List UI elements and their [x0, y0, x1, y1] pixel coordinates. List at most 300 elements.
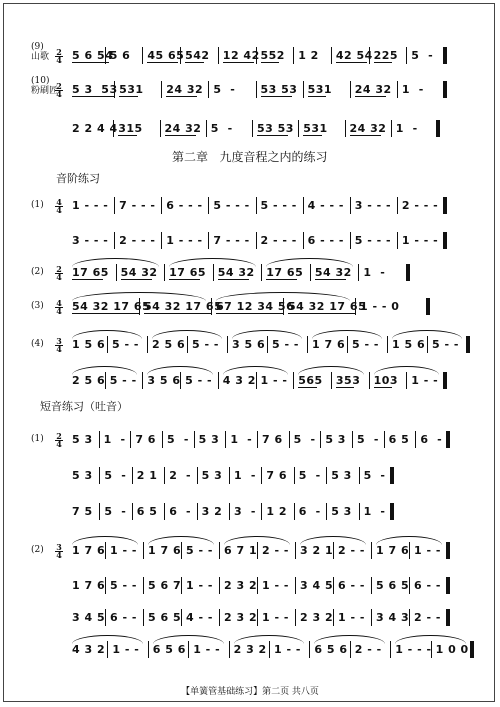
measure-notes: 5 - — [167, 433, 189, 446]
measure-notes: 17 65 — [169, 266, 207, 279]
barline — [180, 47, 181, 64]
measure-notes: 6 - — [298, 505, 321, 518]
measure-notes: 1 - — [401, 83, 424, 96]
measure-notes: 552 — [260, 49, 285, 62]
beam-underline — [144, 313, 212, 314]
barline — [161, 232, 162, 249]
barline — [218, 372, 219, 389]
barline — [99, 431, 100, 448]
final-barline — [443, 47, 447, 64]
beam-underline — [308, 96, 327, 97]
measure-notes: 1 - - - — [166, 234, 203, 247]
measure-notes: 5 - — [104, 505, 127, 518]
final-barline — [466, 336, 470, 353]
measure-notes: 5 - — [213, 83, 236, 96]
barline — [387, 336, 388, 353]
barline — [132, 467, 133, 484]
beam-underline — [169, 279, 200, 280]
staff-line — [0, 337, 500, 353]
final-barline — [443, 81, 447, 98]
barline — [218, 47, 219, 64]
barline — [142, 47, 143, 64]
measure-notes: 2 - - — [338, 544, 365, 557]
staff-line — [0, 642, 500, 658]
measure-notes: 2 1 — [136, 469, 158, 482]
barline — [391, 120, 392, 137]
beam-underline — [72, 62, 109, 63]
barline — [99, 503, 100, 520]
time-signature: 2 4 — [56, 431, 62, 449]
barline — [331, 47, 332, 64]
tonguing-exercise-heading: 短音练习（吐音） — [40, 400, 128, 413]
measure-notes: 6 - - — [338, 579, 365, 592]
barline — [256, 197, 257, 214]
barline — [181, 609, 182, 626]
measure-notes: 12 42 — [222, 49, 260, 62]
measure-notes: 1 - - — [193, 643, 221, 656]
time-signature: 2 4 — [56, 264, 62, 282]
barline — [143, 577, 144, 594]
beam-underline — [257, 135, 288, 136]
measure-notes: 531 — [307, 83, 333, 96]
barline — [289, 431, 290, 448]
barline — [298, 120, 299, 137]
measure-notes: 7 - - - — [213, 234, 250, 247]
measure-notes: 1 5 6 — [392, 338, 426, 351]
scale-exercise-heading: 音阶练习 — [56, 172, 100, 185]
barline — [371, 577, 372, 594]
measure-notes: 1 - - — [274, 643, 301, 656]
beam-underline — [315, 279, 346, 280]
final-barline — [443, 232, 447, 249]
barline — [208, 197, 209, 214]
measure-notes: 531 — [119, 83, 144, 96]
measure-notes: 24 32 — [349, 122, 387, 135]
barline — [359, 467, 360, 484]
beam-underline — [218, 279, 249, 280]
barline — [164, 264, 165, 281]
measure-notes: 24 32 — [166, 83, 204, 96]
barline — [105, 609, 106, 626]
barline — [162, 431, 163, 448]
barline — [409, 609, 410, 626]
measure-notes: 1 - - — [260, 374, 288, 387]
measure-notes: 7 5 — [72, 505, 93, 518]
barline — [261, 264, 262, 281]
measure-notes: 531 — [303, 122, 328, 135]
measure-notes: 542 — [185, 49, 210, 62]
measure-notes: 54 32 — [217, 266, 255, 279]
barline — [326, 467, 327, 484]
measure-notes: 54 32 17 65 — [288, 300, 367, 313]
barline — [303, 81, 304, 98]
barline — [358, 264, 359, 281]
measure-notes: 5 3 — [331, 505, 352, 518]
measure-notes: 3 5 6 — [232, 338, 266, 351]
barline — [345, 120, 346, 137]
measure-notes: 53 53 — [257, 122, 294, 135]
measure-notes: 5 - — [104, 469, 127, 482]
measure-notes: 225 — [373, 49, 399, 62]
measure-notes: 5 - - — [352, 338, 379, 351]
beam-underline — [72, 279, 103, 280]
barline — [143, 609, 144, 626]
barline — [161, 197, 162, 214]
barline — [99, 467, 100, 484]
beam-underline — [166, 96, 197, 97]
barline — [219, 577, 220, 594]
measure-notes: 1 - - — [262, 579, 289, 592]
measure-notes: 24 32 — [164, 122, 202, 135]
beam-underline — [261, 62, 280, 63]
measure-notes: 7 6 — [266, 469, 288, 482]
measure-notes: 1 7 6 — [72, 544, 106, 557]
page-footer: 【单簧管基础练习】第二页 共八页 — [181, 687, 319, 697]
measure-notes: 1 2 — [298, 49, 319, 62]
measure-notes: 54 32 — [314, 266, 352, 279]
barline — [415, 431, 416, 448]
beam-underline — [121, 279, 152, 280]
barline — [295, 577, 296, 594]
measure-notes: 1 5 6 — [72, 338, 106, 351]
measure-notes: 5 - — [411, 49, 434, 62]
measure-notes: 5 3 — [325, 433, 346, 446]
measure-notes: 2 - — [169, 469, 192, 482]
measure-notes: 353 — [335, 374, 361, 387]
measure-notes: 5 - - — [110, 579, 137, 592]
measure-notes: 565 — [298, 374, 323, 387]
beam-underline — [216, 313, 284, 314]
measure-notes: 3 - - - — [354, 199, 392, 212]
measure-notes: 6 5 — [388, 433, 410, 446]
measure-notes: 5 - - — [272, 338, 299, 351]
beam-underline — [374, 387, 393, 388]
barline — [256, 81, 257, 98]
barline — [143, 542, 144, 559]
beam-underline — [185, 62, 204, 63]
piece-label: (4) — [31, 339, 44, 349]
barline — [295, 542, 296, 559]
measure-notes: 5 - - — [192, 338, 219, 351]
barline — [406, 47, 407, 64]
barline — [252, 120, 253, 137]
measure-notes: 3 2 1 — [300, 544, 334, 557]
barline — [229, 503, 230, 520]
barline — [219, 609, 220, 626]
staff-line — [0, 468, 500, 484]
measure-notes: 5 6 5 — [148, 611, 182, 624]
final-barline — [446, 609, 450, 626]
measure-notes: 1 0 0 — [435, 643, 469, 656]
final-barline — [390, 467, 394, 484]
barline — [161, 81, 162, 98]
measure-notes: 6 5 — [136, 505, 158, 518]
measure-notes: 2 5 6 — [152, 338, 186, 351]
barline — [113, 120, 114, 137]
measure-notes: 1 7 6 — [72, 579, 106, 592]
beam-underline — [303, 135, 322, 136]
barline — [303, 232, 304, 249]
final-barline — [436, 120, 440, 137]
beam-underline — [165, 135, 196, 136]
measure-notes: 3 - — [234, 505, 256, 518]
barline — [257, 431, 258, 448]
time-signature: 3 4 — [56, 542, 62, 560]
measure-notes: 7 - - - — [119, 199, 156, 212]
final-barline — [446, 577, 450, 594]
measure-notes: 5 3 — [331, 469, 352, 482]
barline — [114, 81, 115, 98]
barline — [397, 232, 398, 249]
measure-notes: 2 - - — [414, 611, 441, 624]
measure-notes: 1 - — [363, 505, 386, 518]
barline — [114, 232, 115, 249]
measure-notes: 6 - — [169, 505, 192, 518]
measure-notes: 1 - - — [110, 544, 137, 557]
measure-notes: 1 - — [363, 266, 386, 279]
piece-label: (9) 山歌 — [31, 42, 50, 62]
measure-notes: 3 2 — [201, 505, 223, 518]
measure-notes: 5 - - - — [213, 199, 250, 212]
barline — [105, 47, 106, 64]
barline — [114, 197, 115, 214]
barline — [309, 641, 310, 658]
barline — [295, 609, 296, 626]
measure-notes: 5 6 54 — [72, 49, 114, 62]
measure-notes: 5 6 — [109, 49, 131, 62]
time-signature: 4 4 — [56, 197, 62, 215]
barline — [206, 120, 207, 137]
measure-notes: 2 - - - — [260, 234, 297, 247]
barline — [350, 232, 351, 249]
piece-label: (1) — [31, 434, 44, 444]
beam-underline — [355, 96, 386, 97]
measure-notes: 1 - — [395, 122, 418, 135]
barline — [409, 577, 410, 594]
measure-notes: 24 32 — [354, 83, 392, 96]
barline — [147, 336, 148, 353]
final-barline — [426, 298, 430, 315]
time-signature: 4 4 — [56, 298, 62, 316]
barline — [148, 641, 149, 658]
chapter-heading: 第二章 九度音程之内的练习 — [172, 150, 328, 164]
barline — [227, 336, 228, 353]
measure-notes: 1 - - - — [395, 643, 432, 656]
final-barline — [406, 264, 410, 281]
measure-notes: 6 7 1 — [224, 544, 258, 557]
barline — [257, 577, 258, 594]
measure-notes: 1 - - — [411, 374, 439, 387]
barline — [303, 197, 304, 214]
barline — [197, 503, 198, 520]
measure-notes: 5 - — [357, 433, 379, 446]
staff-line — [0, 198, 500, 214]
measure-notes: 6 - - - — [307, 234, 344, 247]
measure-notes: 5 3 — [72, 433, 93, 446]
barline — [219, 542, 220, 559]
barline — [132, 503, 133, 520]
measure-notes: 3 - - - — [72, 234, 109, 247]
staff-line — [0, 265, 500, 281]
barline — [352, 431, 353, 448]
measure-notes: 1 - - — [112, 643, 140, 656]
barline — [369, 47, 370, 64]
measure-notes: 5 - — [298, 469, 321, 482]
measure-notes: 2 3 2 — [233, 643, 267, 656]
measure-notes: 67 12 34 56 — [216, 300, 295, 313]
barline — [164, 503, 165, 520]
measure-notes: 6 - — [420, 433, 443, 446]
measure-notes: 5 - — [210, 122, 233, 135]
beam-underline — [119, 96, 138, 97]
beam-underline — [72, 313, 140, 314]
final-barline — [446, 431, 450, 448]
measure-notes: 2 3 2 — [224, 611, 258, 624]
measure-notes: 5 - - - — [260, 199, 297, 212]
barline — [211, 298, 212, 315]
measure-notes: 45 65 — [147, 49, 185, 62]
barline — [194, 431, 195, 448]
measure-notes: 2 3 2 — [224, 579, 258, 592]
barline — [256, 47, 257, 64]
barline — [257, 609, 258, 626]
measure-notes: 2 2 4 4 — [72, 122, 118, 135]
final-barline — [446, 542, 450, 559]
measure-notes: 1 - — [103, 433, 126, 446]
barline — [355, 298, 356, 315]
barline — [294, 467, 295, 484]
beam-underline — [374, 62, 393, 63]
measure-notes: 6 - - — [110, 611, 137, 624]
staff-line — [0, 610, 500, 626]
measure-notes: 6 - - — [414, 579, 441, 592]
barline — [390, 641, 391, 658]
measure-notes: 54 32 — [120, 266, 158, 279]
measure-notes: 1 - — [230, 433, 253, 446]
measure-notes: 1 7 6 — [148, 544, 182, 557]
staff-line — [0, 233, 500, 249]
measure-notes: 17 65 — [266, 266, 304, 279]
barline — [371, 542, 372, 559]
measure-notes: 3 4 5 — [300, 579, 334, 592]
measure-notes: 1 7 6 — [312, 338, 346, 351]
measure-notes: 1 - - 0 — [360, 300, 400, 313]
time-signature: 2 4 — [56, 81, 62, 99]
measure-notes: 1 - — [234, 469, 256, 482]
measure-notes: 5 - - - — [354, 234, 392, 247]
measure-notes: 5 - — [293, 433, 316, 446]
staff-line — [0, 121, 500, 137]
barline — [229, 467, 230, 484]
barline — [208, 81, 209, 98]
beam-underline — [223, 62, 254, 63]
measure-notes: 4 3 2 — [222, 374, 256, 387]
measure-notes: 5 6 7 — [148, 579, 182, 592]
time-signature: 2 4 — [56, 47, 62, 65]
measure-notes: 5 - - — [112, 338, 139, 351]
measure-notes: 5 - - — [109, 374, 137, 387]
piece-label: (3) — [31, 301, 44, 311]
barline — [320, 431, 321, 448]
measure-notes: 5 6 5 — [376, 579, 410, 592]
measure-notes: 3 4 3 — [376, 611, 410, 624]
barline — [307, 336, 308, 353]
measure-notes: 1 2 — [266, 505, 288, 518]
barline — [294, 503, 295, 520]
staff-line — [0, 543, 500, 559]
barline — [261, 503, 262, 520]
final-barline — [470, 641, 474, 658]
measure-notes: 1 - - — [338, 611, 365, 624]
measure-notes: 3 4 5 — [72, 611, 106, 624]
measure-notes: 1 - - - — [401, 234, 439, 247]
measure-notes: 5 - - — [185, 374, 213, 387]
measure-notes: 6 5 6 — [152, 643, 186, 656]
piece-label: (10) 粉刷匠 — [31, 76, 59, 96]
measure-notes: 7 6 — [262, 433, 283, 446]
measure-notes: 1 - - — [414, 544, 441, 557]
measure-notes: 5 - - — [186, 544, 213, 557]
final-barline — [443, 197, 447, 214]
beam-underline — [298, 387, 317, 388]
barline — [333, 609, 334, 626]
staff-line — [0, 299, 500, 315]
staff-line — [0, 432, 500, 448]
measure-notes: 2 3 2 — [300, 611, 334, 624]
measure-notes: 1 - - — [262, 611, 289, 624]
barline — [164, 467, 165, 484]
measure-notes: 4 - - - — [307, 199, 344, 212]
measure-notes: 315 — [118, 122, 143, 135]
barline — [326, 503, 327, 520]
measure-notes: 2 5 6 — [72, 374, 106, 387]
measure-notes: 103 — [373, 374, 399, 387]
measure-notes: 3 5 6 — [147, 374, 181, 387]
piece-label: (1) — [31, 200, 44, 210]
measure-notes: 2 - - — [262, 544, 289, 557]
measure-notes: 5 3 — [198, 433, 220, 446]
measure-notes: 42 54 — [335, 49, 373, 62]
barline — [293, 372, 294, 389]
piece-label: (2) — [31, 267, 44, 277]
final-barline — [390, 503, 394, 520]
measure-notes: 5 - — [363, 469, 386, 482]
staff-line — [0, 76, 500, 99]
barline — [371, 609, 372, 626]
beam-underline — [288, 313, 356, 314]
barline — [397, 81, 398, 98]
barline — [384, 431, 385, 448]
measure-notes: 1 - - — [186, 579, 213, 592]
barline — [130, 431, 131, 448]
measure-notes: 4 - - — [186, 611, 213, 624]
barline — [142, 372, 143, 389]
barline — [333, 577, 334, 594]
measure-notes: 54 32 17 65 — [72, 300, 151, 313]
measure-notes: 17 65 — [72, 266, 109, 279]
barline — [229, 641, 230, 658]
measure-notes: 1 7 6 — [376, 544, 410, 557]
piece-label: (2) — [31, 545, 44, 555]
measure-notes: 5 3 53 — [72, 83, 118, 96]
measure-notes: 53 53 — [260, 83, 298, 96]
barline — [208, 232, 209, 249]
barline — [350, 81, 351, 98]
beam-underline — [336, 62, 367, 63]
beam-underline — [118, 135, 137, 136]
barline — [350, 197, 351, 214]
measure-notes: 2 - - - — [119, 234, 156, 247]
